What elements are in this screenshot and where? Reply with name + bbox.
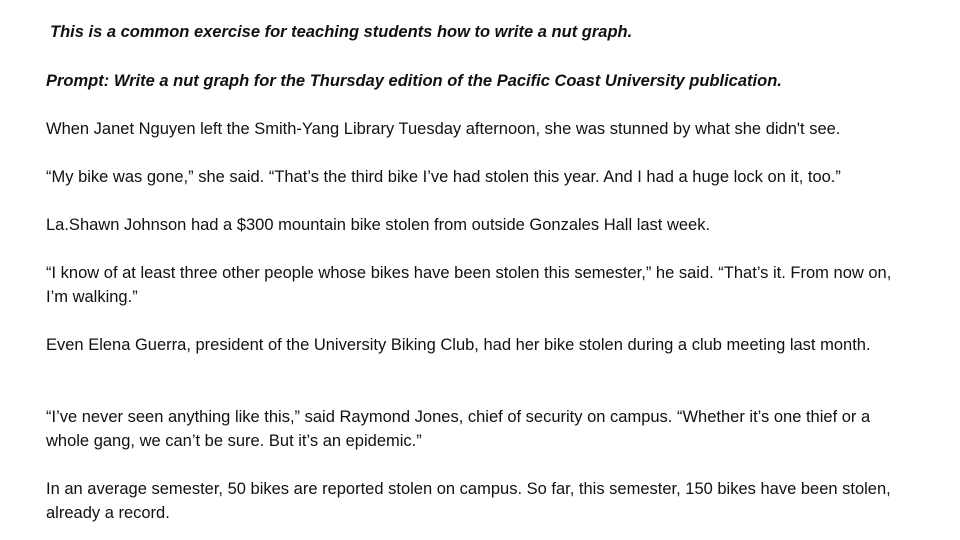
prompt-text: Prompt: Write a nut graph for the Thursday edition of the Pacific Coast University publication. [46, 72, 782, 90]
paragraph-5: Even Elena Guerra, president of the University Biking Club, had her bike stolen during a club meeting last month. [46, 336, 871, 354]
paragraph-7: In an average semester, 50 bikes are reported stolen on campus. So far, this semester, 150 bikes have been stolen, already a record. [46, 480, 891, 522]
paragraph-6: “I’ve never seen anything like this,” said Raymond Jones, chief of security on campus. “Whether it’s one thief or a whole gang, we can’t be sure. But it’s an epidemic.” [46, 408, 871, 450]
intro-text: This is a common exercise for teaching students how to write a nut graph. [50, 23, 633, 41]
paragraph-4: “I know of at least three other people whose bikes have been stolen this semester,” he said. “That’s it. From now on, I’m walking.” [46, 264, 892, 306]
paragraph-3: La.Shawn Johnson had a $300 mountain bike stolen from outside Gonzales Hall last week. [46, 216, 711, 234]
paragraph-1: When Janet Nguyen left the Smith-Yang Library Tuesday afternoon, she was stunned by what she didn't see. [46, 120, 841, 138]
paragraph-2: “My bike was gone,” she said. “That’s the third bike I’ve had stolen this year. And I had a huge lock on it, too.” [46, 168, 841, 186]
